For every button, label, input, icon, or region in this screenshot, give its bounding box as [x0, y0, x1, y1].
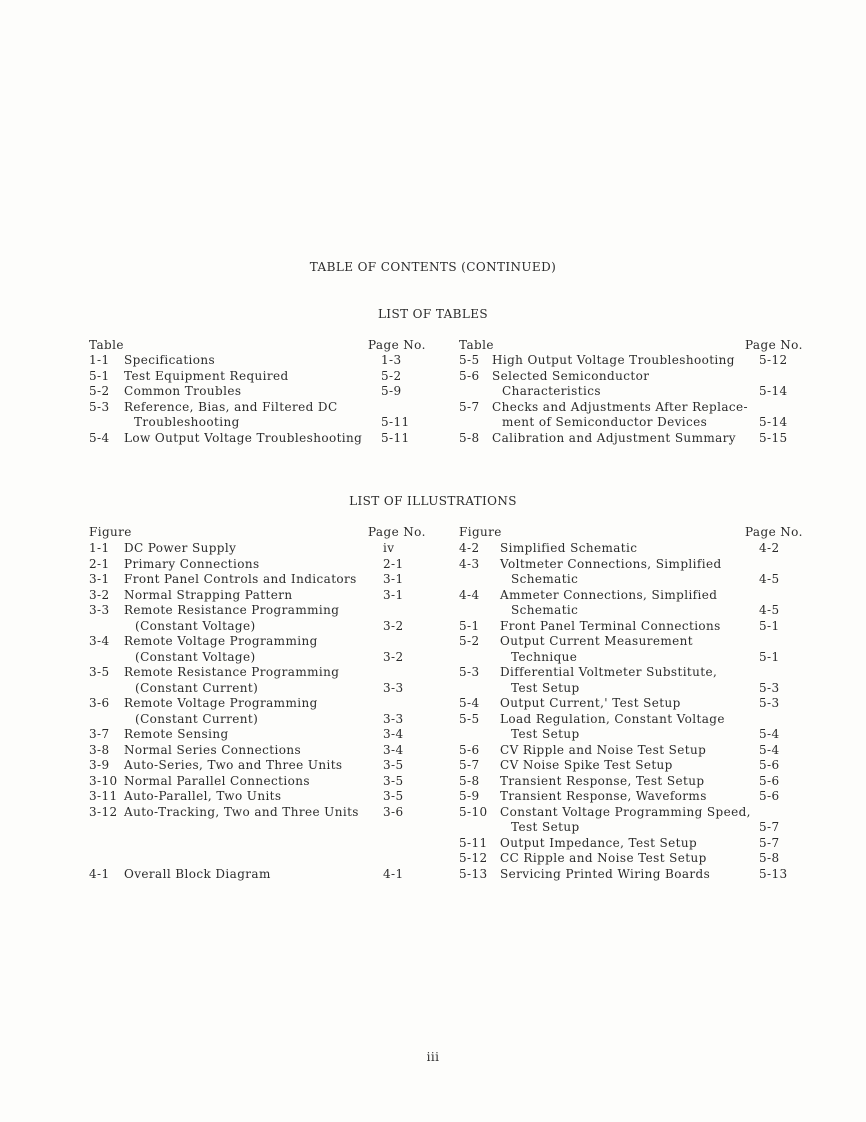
entry-page: 5-6 — [759, 758, 780, 772]
toc-entry — [459, 695, 799, 711]
toc-entry — [89, 773, 429, 789]
entry-number: 5-2 — [459, 634, 480, 648]
toc-entry — [89, 352, 429, 368]
entry-number: 5-5 — [459, 353, 480, 367]
entry-number: 5-4 — [89, 430, 110, 445]
entry-number: 3-9 — [89, 758, 110, 772]
entry-page: 3-5 — [383, 758, 404, 772]
entry-page: 3-4 — [383, 727, 404, 741]
toc-entry — [459, 680, 799, 696]
entry-title: Ammeter Connections, Simplified — [500, 587, 718, 602]
entry-number: 5-8 — [459, 430, 480, 445]
entry-number: 3-4 — [89, 634, 110, 648]
toc-entry — [459, 352, 799, 368]
toc-entry — [459, 773, 799, 789]
toc-entry — [459, 726, 799, 742]
page-number: iii — [426, 1050, 440, 1064]
toc-entry — [459, 664, 799, 680]
entry-title: Front Panel Terminal Connections — [500, 618, 721, 633]
entry-title: Test Setup — [511, 680, 580, 695]
toc-entry — [459, 649, 799, 665]
toc-entry — [89, 695, 429, 711]
entry-page: 5-12 — [759, 353, 788, 367]
entry-number: 5-8 — [459, 773, 480, 788]
entry-page: 3-5 — [383, 773, 404, 788]
entry-page: 5-15 — [759, 430, 788, 445]
toc-entry — [459, 571, 799, 587]
entry-title: Reference, Bias, and Filtered DC — [124, 399, 338, 414]
toc-entry — [459, 540, 799, 556]
entry-page: iv — [383, 541, 395, 555]
entry-title: Auto-Series, Two and Three Units — [124, 758, 343, 772]
entry-number: 4-2 — [459, 541, 480, 555]
entry-number: 3-11 — [89, 789, 118, 803]
entry-number: 4-4 — [459, 587, 480, 602]
entry-title: DC Power Supply — [124, 541, 237, 555]
toc-entry — [459, 835, 799, 851]
toc-entry — [89, 383, 429, 399]
entry-number: 3-6 — [89, 696, 110, 710]
toc-entry — [459, 587, 799, 603]
entry-number: 3-3 — [89, 603, 110, 617]
toc-entry — [89, 649, 429, 665]
tables-right-col-label: Table — [459, 338, 494, 352]
illustrations-heading: LIST OF ILLUSTRATIONS — [349, 494, 517, 508]
toc-entry — [89, 618, 429, 634]
toc-entry — [89, 664, 429, 680]
entry-title: Normal Parallel Connections — [124, 773, 310, 788]
entry-page: 5-14 — [759, 384, 788, 398]
toc-entry — [459, 757, 799, 773]
entry-number: 3-7 — [89, 727, 110, 741]
entry-title: Load Regulation, Constant Voltage — [500, 711, 725, 726]
entry-title: (Constant Voltage) — [135, 618, 256, 633]
entry-title: Servicing Printed Wiring Boards — [500, 866, 711, 881]
toc-entry — [89, 633, 429, 649]
toc-entry — [459, 788, 799, 804]
entry-page: 3-1 — [383, 587, 404, 602]
entry-page: 5-11 — [381, 430, 410, 445]
entry-title: Remote Voltage Programming — [124, 696, 318, 710]
entry-title: Output Impedance, Test Setup — [500, 835, 698, 850]
toc-entry — [89, 788, 429, 804]
entry-page: 3-1 — [383, 572, 404, 586]
illustrations-left-col-label: Figure — [89, 525, 132, 539]
entry-title: Output Current Measurement — [500, 634, 693, 648]
toc-entry — [89, 757, 429, 773]
toc-entry — [459, 430, 799, 446]
entry-number: 5-3 — [459, 665, 480, 679]
entry-title: ment of Semiconductor Devices — [502, 415, 708, 429]
entry-number: 5-7 — [459, 758, 480, 772]
entry-page: 3-6 — [383, 804, 404, 819]
entry-number: 5-2 — [89, 384, 110, 398]
entry-title: Overall Block Diagram — [124, 866, 271, 881]
entry-number: 5-4 — [459, 696, 480, 710]
entry-title: Constant Voltage Programming Speed, — [500, 804, 751, 819]
toc-entry — [89, 430, 429, 446]
toc-entry — [459, 850, 799, 866]
toc-entry — [89, 726, 429, 742]
entry-page: 3-3 — [383, 711, 404, 726]
entry-page: 3-2 — [383, 618, 404, 633]
entry-title: Remote Sensing — [124, 727, 229, 741]
entry-title: Characteristics — [502, 384, 601, 398]
entry-page: 3-4 — [383, 742, 404, 757]
entry-page: 4-1 — [383, 866, 404, 881]
entry-number: 3-5 — [89, 665, 110, 679]
page-title: TABLE OF CONTENTS (CONTINUED) — [309, 260, 557, 274]
entry-title: Common Troubles — [124, 384, 242, 398]
entry-page: 5-1 — [759, 618, 780, 633]
entry-number: 4-1 — [89, 866, 110, 881]
entry-title: Schematic — [511, 572, 579, 586]
toc-entry — [89, 587, 429, 603]
entry-title: Simplified Schematic — [500, 541, 638, 555]
toc-entry — [89, 866, 429, 882]
toc-entry — [459, 399, 799, 415]
toc-entry — [89, 850, 429, 866]
entry-page: 4-5 — [759, 603, 780, 617]
entry-number: 5-10 — [459, 804, 488, 819]
entry-title: CV Noise Spike Test Setup — [500, 758, 673, 772]
entry-title: (Constant Voltage) — [135, 649, 256, 664]
toc-entry — [459, 819, 799, 835]
toc-entry — [89, 680, 429, 696]
toc-entry — [89, 540, 429, 556]
entry-title: Remote Resistance Programming — [124, 603, 340, 617]
toc-entry — [89, 804, 429, 820]
entry-title: High Output Voltage Troubleshooting — [492, 353, 735, 367]
entry-title: Remote Voltage Programming — [124, 634, 318, 648]
entry-page: 3-5 — [383, 789, 404, 803]
entry-page: 5-11 — [381, 415, 410, 429]
toc-entry — [89, 819, 429, 835]
tables-left-col-label: Table — [89, 338, 124, 352]
tables-heading: LIST OF TABLES — [377, 307, 489, 321]
entry-number: 4-3 — [459, 556, 480, 571]
toc-entry — [89, 556, 429, 572]
entry-number: 5-7 — [459, 399, 480, 414]
entry-title: Front Panel Controls and Indicators — [124, 572, 357, 586]
entry-title: (Constant Current) — [135, 711, 259, 726]
entry-title: Primary Connections — [124, 556, 260, 571]
entry-page: 4-2 — [759, 541, 780, 555]
toc-entry — [89, 368, 429, 384]
toc-entry — [459, 633, 799, 649]
tables-right-page-label: Page No. — [745, 338, 803, 352]
entry-number: 5-11 — [459, 835, 488, 850]
illustrations-right-page-label: Page No. — [745, 525, 803, 539]
entry-page: 5-9 — [381, 384, 402, 398]
entry-number: 1-1 — [89, 541, 110, 555]
toc-entry — [459, 711, 799, 727]
entry-page: 5-6 — [759, 773, 780, 788]
entry-number: 5-13 — [459, 866, 488, 881]
entry-title: Normal Strapping Pattern — [124, 587, 293, 602]
entry-title: Auto-Parallel, Two Units — [124, 789, 282, 803]
toc-entry — [459, 414, 799, 430]
entry-page: 5-1 — [759, 649, 780, 664]
entry-title: Auto-Tracking, Two and Three Units — [124, 804, 359, 819]
entry-title: Low Output Voltage Troubleshooting — [124, 430, 363, 445]
entry-title: Transient Response, Waveforms — [500, 789, 707, 803]
toc-entry — [459, 602, 799, 618]
toc-entry — [89, 602, 429, 618]
entry-number: 5-5 — [459, 711, 480, 726]
entry-number: 2-1 — [89, 556, 110, 571]
entry-number: 5-1 — [459, 618, 480, 633]
entry-number: 3-10 — [89, 773, 118, 788]
entry-title: Technique — [511, 649, 578, 664]
entry-number: 3-8 — [89, 742, 110, 757]
entry-page: 5-14 — [759, 415, 788, 429]
entry-page: 1-3 — [381, 353, 402, 367]
entry-title: Test Setup — [511, 820, 580, 834]
entry-title: Normal Series Connections — [124, 742, 302, 757]
entry-number: 1-1 — [89, 353, 110, 367]
entry-title: Differential Voltmeter Substitute, — [500, 665, 718, 679]
entry-page: 4-5 — [759, 572, 780, 586]
entry-page: 3-3 — [383, 680, 404, 695]
toc-entry — [89, 711, 429, 727]
toc-entry — [89, 414, 429, 430]
toc-entry — [459, 556, 799, 572]
entry-number: 3-2 — [89, 587, 110, 602]
entry-title: CC Ripple and Noise Test Setup — [500, 851, 707, 865]
toc-entry — [89, 399, 429, 415]
entry-title: Voltmeter Connections, Simplified — [500, 556, 722, 571]
toc-entry — [459, 742, 799, 758]
entry-number: 3-1 — [89, 572, 110, 586]
entry-number: 3-12 — [89, 804, 118, 819]
illustrations-left-page-label: Page No. — [368, 525, 426, 539]
entry-title: Remote Resistance Programming — [124, 665, 340, 679]
entry-number: 5-1 — [89, 368, 110, 383]
toc-entry — [459, 866, 799, 882]
entry-page: 5-3 — [759, 680, 780, 695]
entry-title: Checks and Adjustments After Replace- — [492, 399, 748, 414]
entry-page: 5-6 — [759, 789, 780, 803]
entry-number: 5-6 — [459, 742, 480, 757]
entry-title: Specifications — [124, 353, 216, 367]
toc-entry — [89, 835, 429, 851]
illustrations-right-col-label: Figure — [459, 525, 502, 539]
entry-number: 5-3 — [89, 399, 110, 414]
toc-entry — [459, 368, 799, 384]
entry-page: 5-2 — [381, 368, 402, 383]
entry-title: Output Current,' Test Setup — [500, 696, 681, 710]
entry-title: Test Equipment Required — [124, 368, 289, 383]
entry-page: 5-4 — [759, 742, 780, 757]
entry-number: 5-9 — [459, 789, 480, 803]
entry-page: 5-7 — [759, 835, 780, 850]
entry-title: Transient Response, Test Setup — [500, 773, 705, 788]
entry-title: CV Ripple and Noise Test Setup — [500, 742, 707, 757]
entry-page: 5-3 — [759, 696, 780, 710]
toc-entry — [89, 742, 429, 758]
entry-number: 5-6 — [459, 368, 480, 383]
toc-entry — [89, 571, 429, 587]
toc-entry — [459, 618, 799, 634]
entry-title: (Constant Current) — [135, 680, 259, 695]
entry-page: 5-13 — [759, 866, 788, 881]
entry-page: 3-2 — [383, 649, 404, 664]
entry-page: 5-7 — [759, 820, 780, 834]
entry-title: Calibration and Adjustment Summary — [492, 430, 736, 445]
entry-title: Schematic — [511, 603, 579, 617]
toc-entry — [459, 383, 799, 399]
entry-page: 2-1 — [383, 556, 404, 571]
tables-left-page-label: Page No. — [368, 338, 426, 352]
entry-number: 5-12 — [459, 851, 488, 865]
entry-page: 5-8 — [759, 851, 780, 865]
entry-title: Troubleshooting — [134, 415, 240, 429]
entry-page: 5-4 — [759, 727, 780, 741]
entry-title: Test Setup — [511, 727, 580, 741]
entry-title: Selected Semiconductor — [492, 368, 650, 383]
toc-entry — [459, 804, 799, 820]
